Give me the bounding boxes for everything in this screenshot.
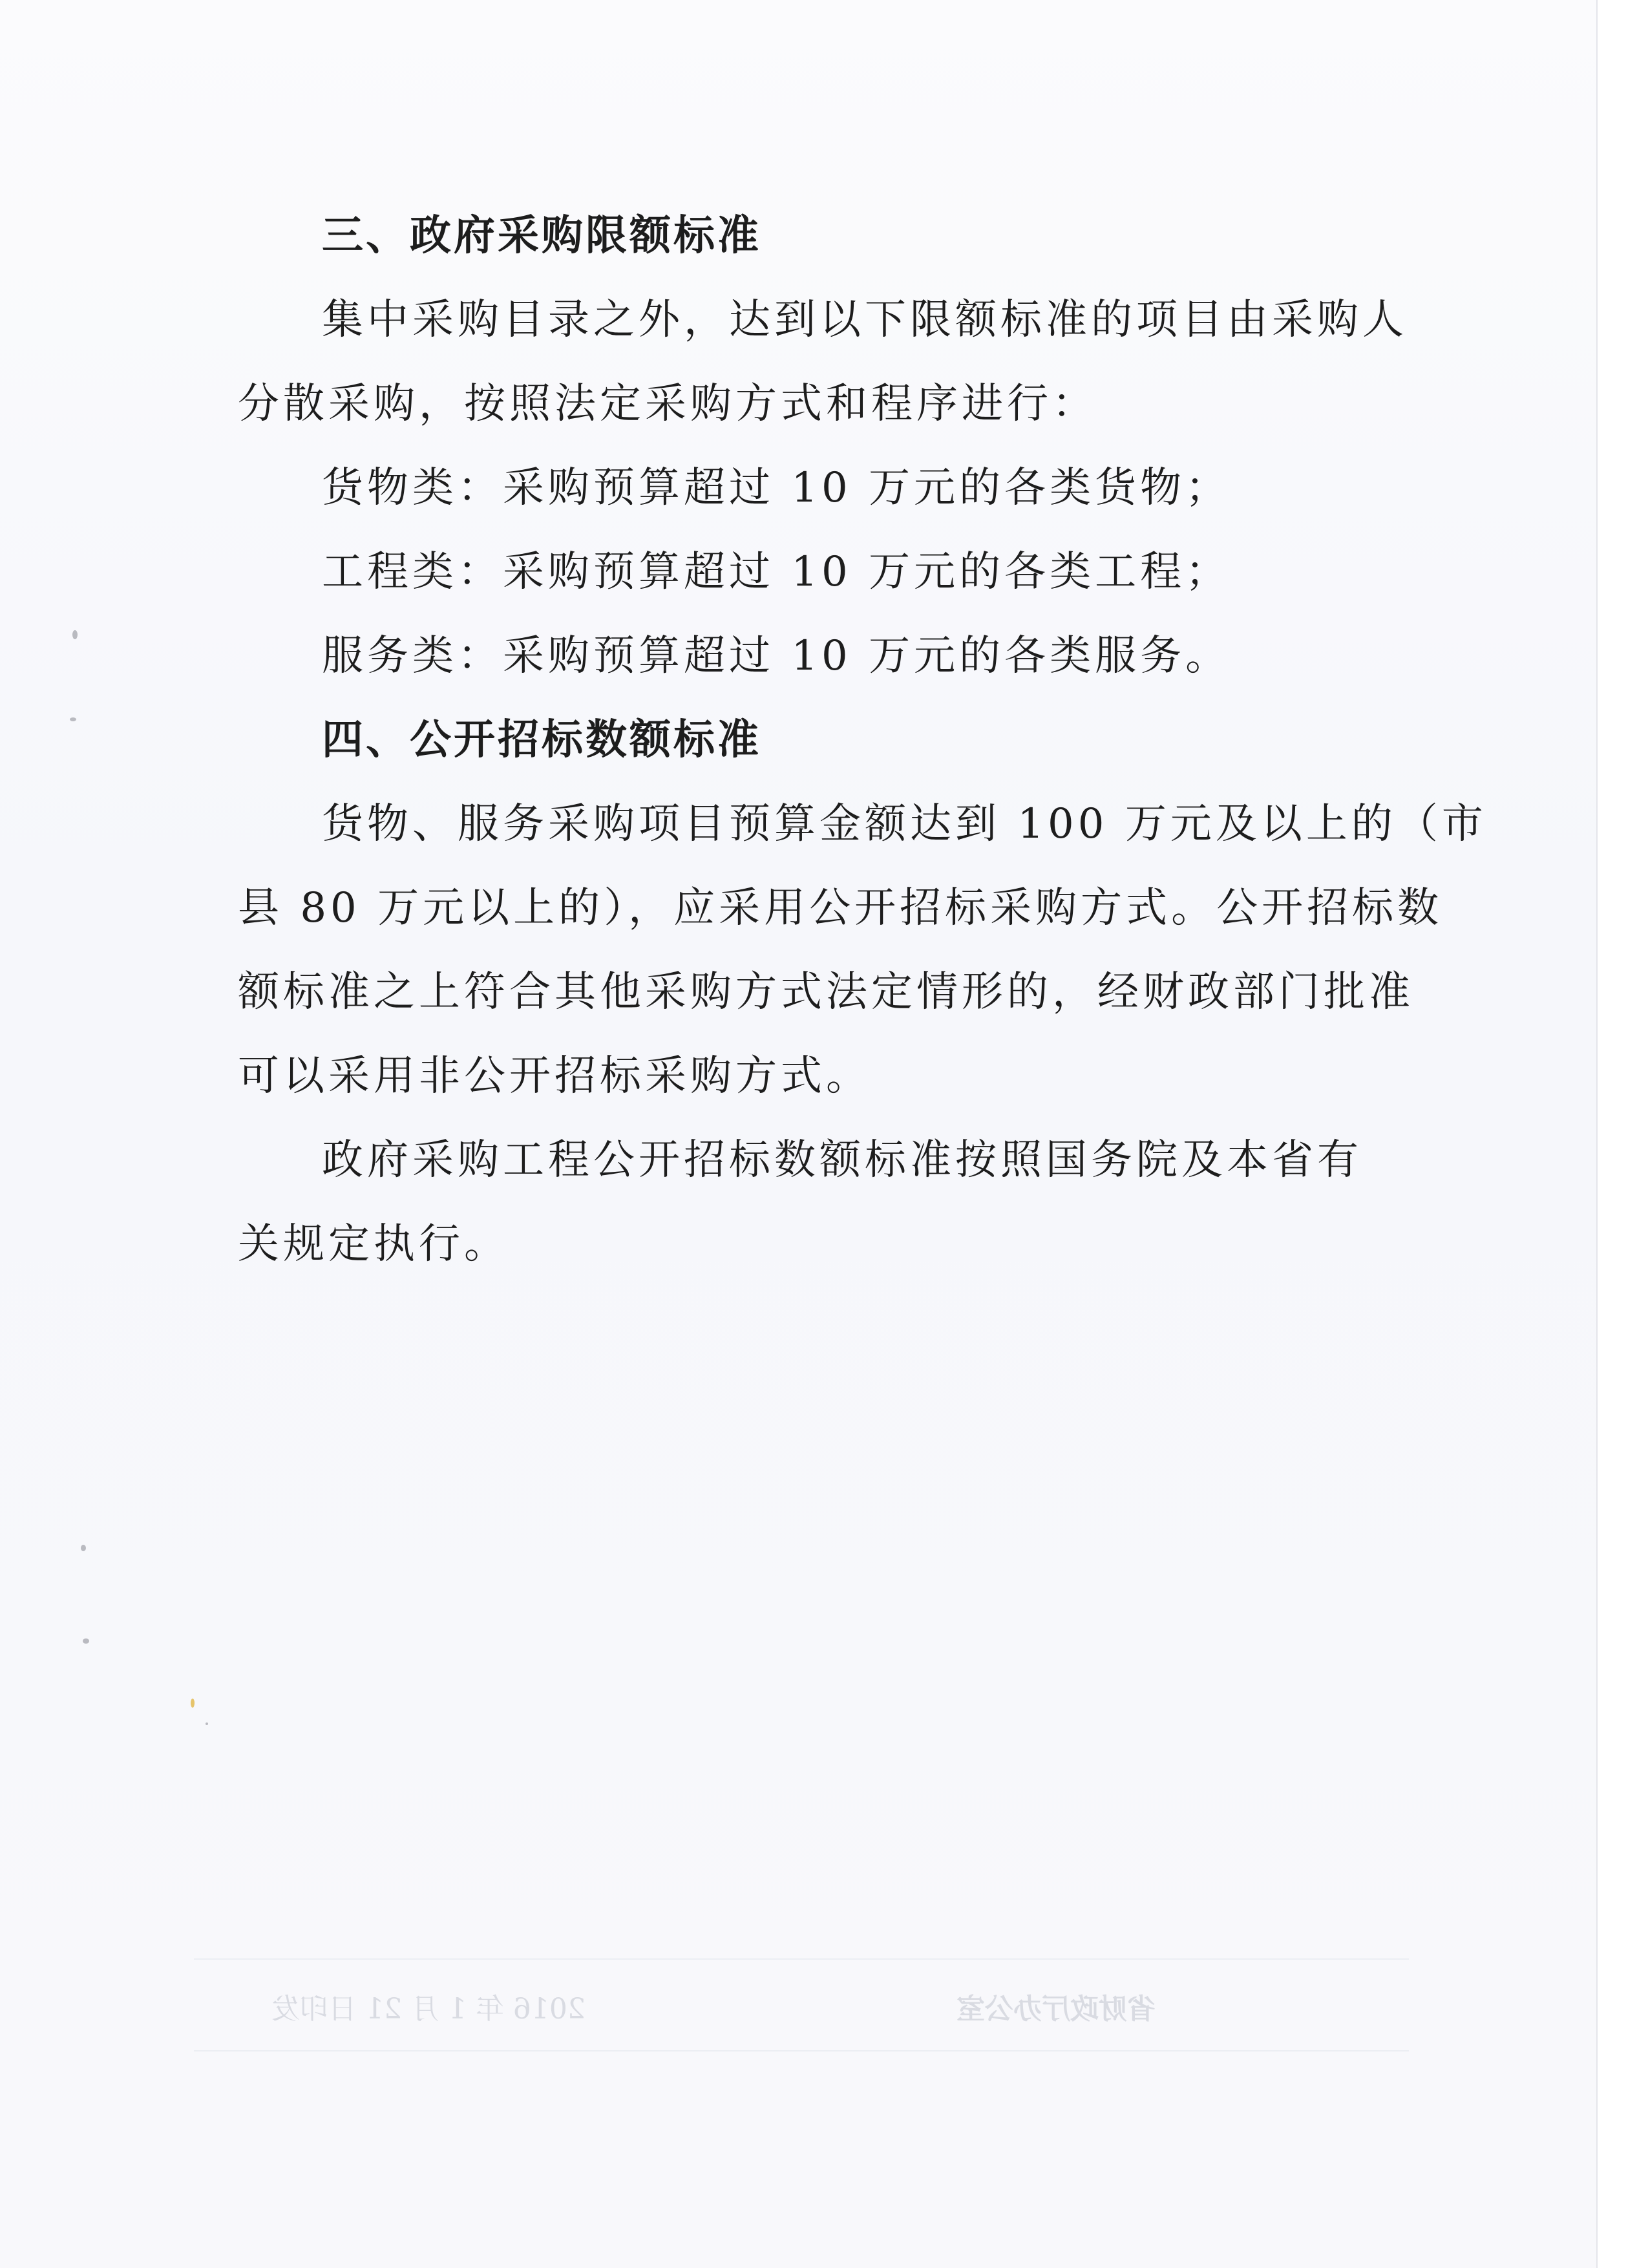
scan-speck xyxy=(72,630,78,639)
footer-issuer-text: 省财政厅办公室 xyxy=(956,1993,1156,2026)
paragraph-line: 额标准之上符合其他采购方式法定情形的，经财政部门批准 xyxy=(238,968,1414,1016)
footer-show-through xyxy=(194,1958,1409,2051)
footer-date-text: 2016 年 1 月 21 日印发 xyxy=(271,1993,586,2026)
paragraph-line: 货物、服务采购项目预算金额达到 100 万元及以上的（市 xyxy=(322,800,1487,848)
paragraph-line-goods: 货物类：采购预算超过 10 万元的各类货物； xyxy=(322,464,1231,512)
paragraph-line: 可以采用非公开招标采购方式。 xyxy=(238,1052,871,1100)
section-heading-4: 四、公开招标数额标准 xyxy=(322,716,761,764)
paragraph-line-works: 工程类：采购预算超过 10 万元的各类工程； xyxy=(322,548,1231,596)
section-heading-3: 三、政府采购限额标准 xyxy=(322,212,761,260)
paragraph-line: 政府采购工程公开招标数额标准按照国务院及本省有 xyxy=(322,1136,1362,1184)
scan-speck xyxy=(191,1699,195,1708)
scanner-margin xyxy=(1596,0,1648,2268)
scan-speck xyxy=(83,1638,89,1644)
paragraph-line: 分散采购，按照法定采购方式和程序进行： xyxy=(238,380,1097,428)
paragraph-line: 县 80 万元以上的），应采用公开招标采购方式。公开招标数 xyxy=(238,884,1443,932)
paragraph-line: 集中采购目录之外，达到以下限额标准的项目由采购人 xyxy=(322,296,1408,344)
scan-speck xyxy=(206,1722,208,1725)
paragraph-line-services: 服务类：采购预算超过 10 万元的各类服务。 xyxy=(322,632,1231,680)
scan-speck xyxy=(70,717,76,721)
scan-speck xyxy=(81,1545,86,1551)
document-body xyxy=(238,194,1487,1286)
paragraph-line: 关规定执行。 xyxy=(238,1220,509,1268)
